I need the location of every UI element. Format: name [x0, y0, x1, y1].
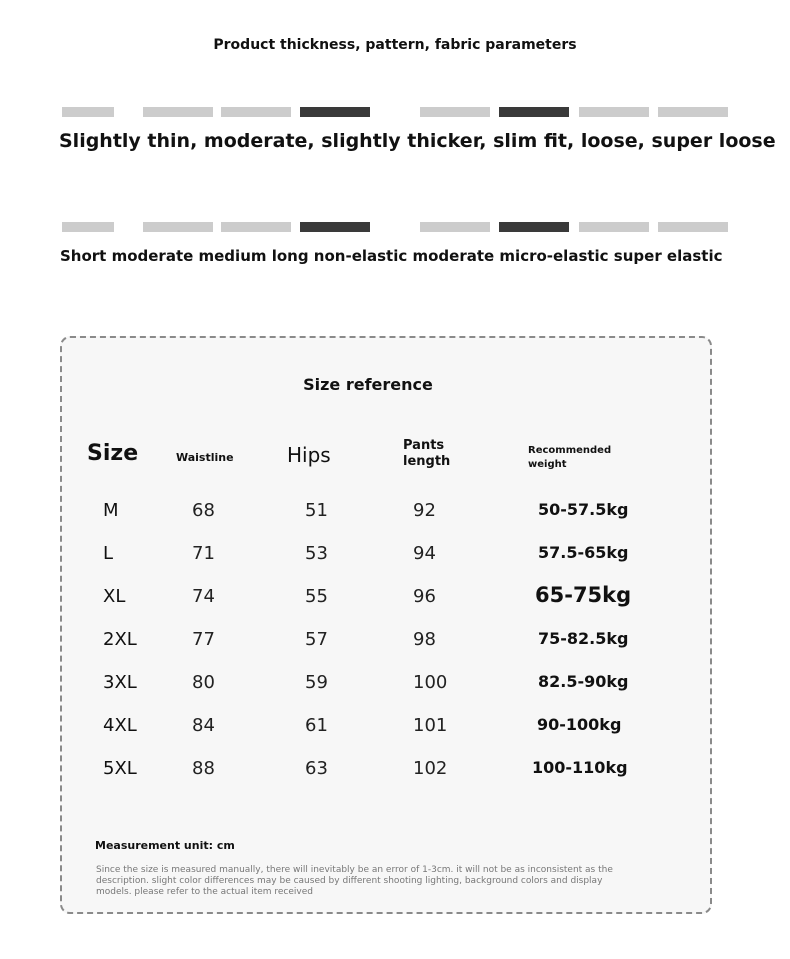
- cell-waist: 68: [192, 500, 215, 521]
- cell-hips: 51: [305, 500, 328, 521]
- cell-length: 101: [413, 715, 448, 736]
- cell-hips: 55: [305, 586, 328, 607]
- measurement-unit: Measurement unit: cm: [95, 839, 235, 852]
- cell-waist: 71: [192, 543, 215, 564]
- cell-waist: 84: [192, 715, 215, 736]
- cell-length: 100: [413, 672, 448, 693]
- cell-length: 92: [413, 500, 436, 521]
- cell-weight: 75-82.5kg: [538, 629, 629, 648]
- header-size: Size: [87, 441, 139, 466]
- scale2-bar-3: [221, 222, 291, 232]
- cell-size: XL: [103, 586, 126, 607]
- scale1-bar-8: [658, 107, 728, 117]
- cell-waist: 88: [192, 758, 215, 779]
- cell-hips: 63: [305, 758, 328, 779]
- cell-weight: 90-100kg: [537, 715, 622, 734]
- cell-size: 2XL: [103, 629, 137, 650]
- cell-weight: 50-57.5kg: [538, 500, 629, 519]
- scale1-label: Slightly thin, moderate, slightly thicker, slim fit, loose, super loose: [59, 130, 776, 152]
- page-title: Product thickness, pattern, fabric parameters: [213, 37, 577, 53]
- scale1-bar-4: [300, 107, 370, 117]
- cell-hips: 53: [305, 543, 328, 564]
- scale2-bar-7: [579, 222, 649, 232]
- cell-weight: 82.5-90kg: [538, 672, 629, 691]
- cell-waist: 80: [192, 672, 215, 693]
- cell-weight: 100-110kg: [532, 758, 628, 777]
- measurement-note: Since the size is measured manually, there will inevitably be an error of 1-3cm. it will not be as inconsistent as the description. slight color differences may be caused by different shooting lighting, background colors and display models. please refer to the actual item received: [96, 865, 613, 897]
- header-pants-length: Pants length: [403, 438, 451, 469]
- cell-waist: 74: [192, 586, 215, 607]
- scale2-bar-2: [143, 222, 213, 232]
- cell-hips: 61: [305, 715, 328, 736]
- cell-length: 98: [413, 629, 436, 650]
- size-reference-title: Size reference: [303, 375, 433, 394]
- cell-hips: 57: [305, 629, 328, 650]
- scale1-bar-5: [420, 107, 490, 117]
- cell-size: L: [103, 543, 114, 564]
- cell-waist: 77: [192, 629, 215, 650]
- size-reference-panel: [60, 336, 712, 914]
- cell-size: 4XL: [103, 715, 137, 736]
- scale2-bar-4: [300, 222, 370, 232]
- cell-length: 102: [413, 758, 448, 779]
- scale2-label: Short moderate medium long non-elastic moderate micro-elastic super elastic: [60, 247, 723, 265]
- cell-weight: 65-75kg: [535, 583, 632, 607]
- scale2-bar-1: [62, 222, 114, 232]
- scale2-bar-5: [420, 222, 490, 232]
- header-waistline: Waistline: [176, 451, 234, 464]
- scale2-bar-8: [658, 222, 728, 232]
- scale1-bar-3: [221, 107, 291, 117]
- cell-size: M: [103, 500, 119, 521]
- header-recommended-weight: Recommended weight: [528, 445, 612, 470]
- cell-hips: 59: [305, 672, 328, 693]
- cell-length: 96: [413, 586, 436, 607]
- scale1-bar-6: [499, 107, 569, 117]
- cell-length: 94: [413, 543, 436, 564]
- cell-size: 3XL: [103, 672, 137, 693]
- scale1-bar-2: [143, 107, 213, 117]
- scale2-bar-6: [499, 222, 569, 232]
- scale1-bar-7: [579, 107, 649, 117]
- header-hips: Hips: [287, 443, 331, 467]
- cell-weight: 57.5-65kg: [538, 543, 629, 562]
- scale1-bar-1: [62, 107, 114, 117]
- cell-size: 5XL: [103, 758, 137, 779]
